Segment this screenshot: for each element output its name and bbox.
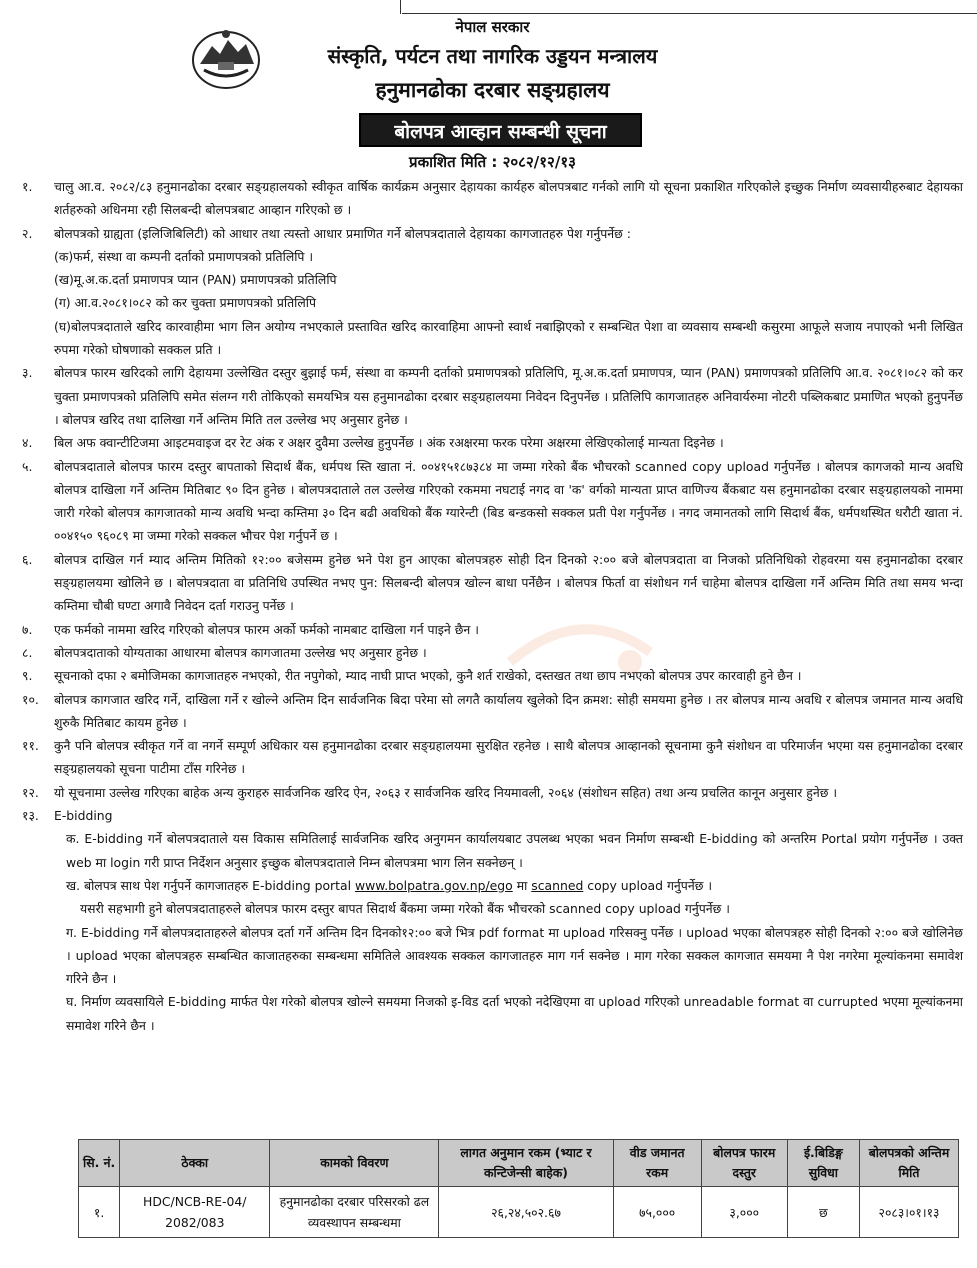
tender-table <box>78 1139 959 1238</box>
clause-1 <box>22 175 963 222</box>
cell-cost-estimate: २६,२४,५०२.६७ <box>439 1187 613 1238</box>
clause-text: कुनै पनि बोलपत्र स्वीकृत गर्ने वा नगर्ने सम्पूर्ण अधिकार यस हनुमानढोका दरबार सङ्ग्रहालयमा सुरक्षित रहनेछ । साथै बोलपत्र आव्हानको सूचनामा कुनै संशोधन वा परिमार्जन भएमा यस हनुमानढोका दरबार सङ्ग्रहालयको सूचना पाटीमा टाँस गरिनेछ । <box>54 738 963 777</box>
clause-2-item-ga: (ग) आ.व.२०८१।०८२ को कर चुक्ता प्रमाणपत्रको प्रतिलिपि <box>54 295 317 311</box>
table-header-row <box>79 1140 959 1187</box>
clause-number: १. <box>22 179 33 194</box>
clause-number: १२. <box>22 784 39 800</box>
ebidding-kha-prefix: ख. बोलपत्र साथ पेश गर्नुपर्ने कागजातहरु E-bidding portal <box>66 877 352 893</box>
government-name: नेपाल सरकार <box>455 18 530 36</box>
clause-text: सूचनाको दफा २ बमोजिमका कागजातहरु नभएको, रीत नपुगेको, म्याद नाघी प्राप्त भएको, कुनै शर्त राखेको, दस्तखत तथा छाप नभएको बोलपत्र उपर कारवाही हुने छैन । <box>54 668 802 684</box>
clause-text: यो सूचनामा उल्लेख गरिएका बाहेक अन्य कुराहरु सार्वजनिक खरिद ऐन, २०६३ र सार्वजनिक खरिद नियमावली, २०६४ (संशोधन सहित) तथा अन्य प्रचलित कानून अनुसार हुनेछ । <box>54 784 838 800</box>
clause-number: ५. <box>22 458 33 474</box>
header-form-fee: बोलपत्र फारम दस्तुर <box>701 1140 787 1187</box>
clause-text: चालु आ.व. २०८२/८३ हनुमानढोका दरबार सङ्ग्रहालयको स्वीकृत वार्षिक कार्यक्रम अनुसार देहायका कार्यहरु बोलपत्रबाट गर्नको लागि यो सूचना प्रकाशित गरिएकोले इच्छुक निर्माण व्यवसायीहरुबाट देहायका शर्तहरुको अधिनमा रही सिलबन्दी बोलपत्रबाट आव्हान गरिएको छ । <box>54 179 963 218</box>
ebidding-gha: घ. निर्माण व्यवसायिले E-bidding मार्फत पेश गरेको बोलपत्र खोल्ने समयमा निजको इ-विड दर्ता भएको नदेखिएमा वा upload गरिएको unreadable format वा currupted भएमा मूल्यांकनमा समावेश गरिने छैन । <box>66 994 963 1033</box>
watermark-icon <box>500 612 660 682</box>
clause-text: बोलपत्र दाखिल गर्न म्याद अन्तिम मितिको १२:०० बजेसम्म हुनेछ भने पेश हुन आएका बोलपत्रहरु सोही दिन दिनको २:०० बजे बोलपत्रदाता वा निजको प्रतिनिधिको रोहवरमा यस हनुमानढोका दरबार सङ्ग्रहालयमा खोलिने छ । बोलपत्रदाता वा प्रतिनिधि उपस्थित नभए पुन: सिलबन्दी बोलपत्र खोल्न बाधा पर्नेछैन । बोलपत्र फिर्ता वा संशोधन गर्न चाहेमा बोलपत्र दाखिला गर्ने अन्तिम मिति तथा समय भन्दा कम्तिमा चौबी घण्टा अगावै निवेदन दर्ता गराउनु पर्नेछ । <box>54 551 963 614</box>
cell-deadline: २०८३।०१।१३ <box>859 1187 958 1238</box>
ebidding-kha-scanned: scanned <box>531 877 584 893</box>
clause-13 <box>22 804 963 827</box>
header-ebidding: ई.बिडिङ्ग सुविधा <box>787 1140 859 1187</box>
clause-5 <box>22 455 963 548</box>
ebidding-kha <box>22 874 963 897</box>
clause-3 <box>22 361 963 431</box>
clause-text: बोलपत्रको ग्राह्यता (इलिजिबिलिटी) को आधार तथा त्यस्तो आधार प्रमाणित गर्ने बोलपत्रदाताले देहायका कागजातहरु पेश गर्नुपर्नेछ : <box>54 225 631 241</box>
clause-text: बोलपत्रदाताले बोलपत्र फारम दस्तुर बापताको सिदार्थ बैंक, धर्मपथ स्ति खाता नं. ००४१५१८७३८४ मा जम्मा गरेको बैंक भौचरको scanned copy upload गर्नुपर्नेछ । बोलपत्र कागजको मान्य अवधि बोलपत्र दाखिला गर्ने अन्तिम मितिबाट ९० दिन हुनेछ । बोलपत्रदाताले तल उल्लेख गरिएको रकममा नघटाई नगद वा 'क' वर्गको मान्यता प्राप्त वाणिज्य बैंकबाट यस हनुमानढोका दरबार सङ्ग्रहालयको नाममा जारी गरेको बोलपत्र कागजातको मान्य अवधि भन्दा कम्तिमा ३० दिन बढी अवधिको बैंक ग्यारेन्टी (बिड बन्डकसो सक्कल प्रती पेश गर्नुपर्नेछ । नगद जमानतको लागि सिदार्थ बैंक, धर्मपथस्थित धरौटी खाता नं. ००४१५० ९६०८९ मा जम्मा गरेको सक्कल भौचर पेश गर्नुपर्ने छ । <box>54 458 963 544</box>
cell-form-fee: ३,००० <box>701 1187 787 1238</box>
header-description: कामको विवरण <box>270 1140 439 1187</box>
clause-text: एक फर्मको नाममा खरिद गरिएको बोलपत्र फारम अर्को फर्मको नामबाट दाखिला गर्न पाइने छैन । <box>54 621 479 637</box>
clause-number: ६. <box>22 551 33 567</box>
ebidding-kha-suffix: copy upload गर्नुपर्नेछ । <box>587 877 713 893</box>
clause-number: ३. <box>22 365 33 381</box>
clause-number: ९. <box>22 668 33 684</box>
clause-number: ८. <box>22 644 33 660</box>
clause-text: बोलपत्र फारम खरिदको लागि देहायमा उल्लेखित दस्तुर बुझाई फर्म, संस्था वा कम्पनी दर्ताको प्रमाणपत्रको प्रतिलिपि, मू.अ.क.दर्ता प्रमाणपत्र, प्यान (PAN) प्रमाणपत्रको प्रतिलिपि आ.व. २०८१।०८२ को कर चुक्ता प्रमाणपत्रको प्रतिलिपि समेत संलग्न गरी तोकिएको समयभित्र यस हनुमानढोका दरबार सङ्ग्रहालयमा निवेदन दिनुपर्नेछ । प्रतिलिपि कागजातहरु अनिवार्यरुमा नोटरी पब्लिकबाट प्रमाणित भएको हुनुपर्नेछ । बोलपत्र खरिद तथा दालिखा गर्ने अन्तिम मिति तल उल्लेख भए अनुसार हुनेछ । <box>54 365 963 427</box>
clause-2-item-gha: (घ)बोलपत्रदाताले खरिद कारवाहीमा भाग लिन अयोग्य नभएकाले प्रस्तावित खरिद कारवाहिमा आफ्नो स्वार्थ नबाझिएको र सम्बन्धित पेशा वा व्यवसाय सम्बन्धी कसुरमा आफूले सजाय नपाएको भनी लिखित रुपमा गरेको घोषणाको सक्कल प्रति । <box>54 318 963 358</box>
cell-ebidding: छ <box>787 1187 859 1238</box>
clause-4 <box>22 431 963 454</box>
clause-text: बिल अफ क्वान्टीटिजमा आइटमवाइज दर रेट अंक र अक्षर दुवैमा उल्लेख हुनुपर्नेछ । अंक रअक्षरमा फरक परेमा अक्षरमा लेखिएकोलाई मान्यता दिइनेछ । <box>54 435 724 451</box>
header-cost-estimate: लागत अनुमान रकम (भ्याट र कन्टिजेन्सी बाहेक) <box>439 1140 613 1187</box>
clause-number: ११. <box>22 738 39 754</box>
clause-12 <box>22 781 963 804</box>
clause-number: १३. <box>22 808 39 824</box>
header-deadline: बोलपत्रको अन्तिम मिति <box>859 1140 958 1187</box>
ebidding-ga: ग. E-bidding गर्ने बोलपत्रदाताहरुले बोलपत्र दर्ता गर्ने अन्तिम दिन दिनको१२:०० बजे भित्र pdf format मा upload गरिसक्नु पर्नेछ । upload भएका बोलपत्रहरु सोही दिनको २:०० बजे खोलिनेछ । upload भएका बोलपत्रहरु सम्बन्धित काजातहरुका सम्बन्धमा समितिले आवश्यक सक्कल कागजातहरु माग गर्न सक्नेछ । माग गरेका सक्कल कागजात समयमा नै पेश नगरेमा मूल्यांकनमा समावेश गरिने छैन । <box>66 924 963 987</box>
ebidding-kha-mid: मा <box>516 877 528 893</box>
clause-2 <box>22 222 963 245</box>
clause-10 <box>22 688 963 735</box>
clause-number: २. <box>22 225 33 241</box>
clause-number: ४. <box>22 435 33 451</box>
cell-description: हनुमानढोका दरबार परिसरको ढल व्यवस्थापन सम्बन्धमा <box>270 1187 439 1238</box>
header-serial: सि. नं. <box>79 1140 120 1187</box>
clause-8 <box>22 641 963 664</box>
header-contract: ठेक्का <box>120 1140 270 1187</box>
notice-body <box>22 175 963 1037</box>
clause-11 <box>22 734 963 781</box>
notice-header <box>22 0 963 171</box>
bolpatra-portal-link[interactable]: www.bolpatra.gov.np/ego <box>354 877 513 893</box>
clause-9 <box>22 664 963 687</box>
clause-text: बोलपत्र कागजात खरिद गर्ने, दाखिला गर्ने र खोल्ने अन्तिम दिन सार्वजनिक बिदा परेमा सो लगतै कार्यालय खुलेको दिन क्रमश: सोही समयमा हुनेछ । तर बोलपत्र मान्य अवधि र बोलपत्र जमानत मान्य अवधि शुरुकै मितिबाट कायम हुनेछ । <box>54 691 963 730</box>
clause-number: १०. <box>22 691 39 707</box>
ebidding-kha-2: यसरी सहभागी हुने बोलपत्रदाताहरुले बोलपत्र फारम दस्तुर बापत सिदार्थ बैंकमा जम्मा गरेको बैंक भौचरको scanned copy upload गर्नुपर्नेछ । <box>80 901 730 917</box>
museum-name: हनुमानढोका दरबार सङ्ग्रहालय <box>375 78 610 102</box>
clause-text: E-bidding <box>54 808 113 824</box>
clause-6 <box>22 548 963 618</box>
cell-serial: १. <box>79 1187 120 1238</box>
cell-bid-security: ७५,००० <box>613 1187 701 1238</box>
clause-2-item-kha: (ख)मू.अ.क.दर्ता प्रमाणपत्र प्यान (PAN) प्रमाणपत्रको प्रतिलिपि <box>54 272 337 288</box>
ministry-name: संस्कृति, पर्यटन तथा नागरिक उड्डयन मन्त्रालय <box>327 44 658 68</box>
notice-title: बोलपत्र आव्हान सम्बन्धी सूचना <box>359 113 642 147</box>
cell-contract: HDC/NCB-RE-04/ 2082/083 <box>120 1187 270 1238</box>
table-row <box>79 1187 959 1238</box>
clause-text: बोलपत्रदाताको योग्यताका आधारमा बोलपत्र कागजातमा उल्लेख भए अनुसार हुनेछ । <box>54 644 427 660</box>
clause-7 <box>22 618 963 641</box>
published-date: प्रकाशित मिति : २०८२/१२/१३ <box>409 153 576 171</box>
header-bid-security: वीड जमानत रकम <box>613 1140 701 1187</box>
ebidding-ka: क. E-bidding गर्ने बोलपत्रदाताले यस विकास समितिलाई सार्वजनिक खरिद अनुगमन कार्यालयबाट उपलब्ध भएका भवन निर्माण सम्बन्धी E-bidding को अन्तरिम Portal प्रयोग गर्नुपर्नेछ । उक्त web मा login गरी प्राप्त निर्देशन अनुसार इच्छुक बोलपत्रदाताले निम्न बोलपत्रमा भाग लिन सक्नेछन् । <box>66 831 963 870</box>
clause-number: ७. <box>22 621 33 637</box>
clause-2-item-ka: (क)फर्म, संस्था वा कम्पनी दर्ताको प्रमाणपत्रको प्रतिलिपि । <box>54 248 314 264</box>
